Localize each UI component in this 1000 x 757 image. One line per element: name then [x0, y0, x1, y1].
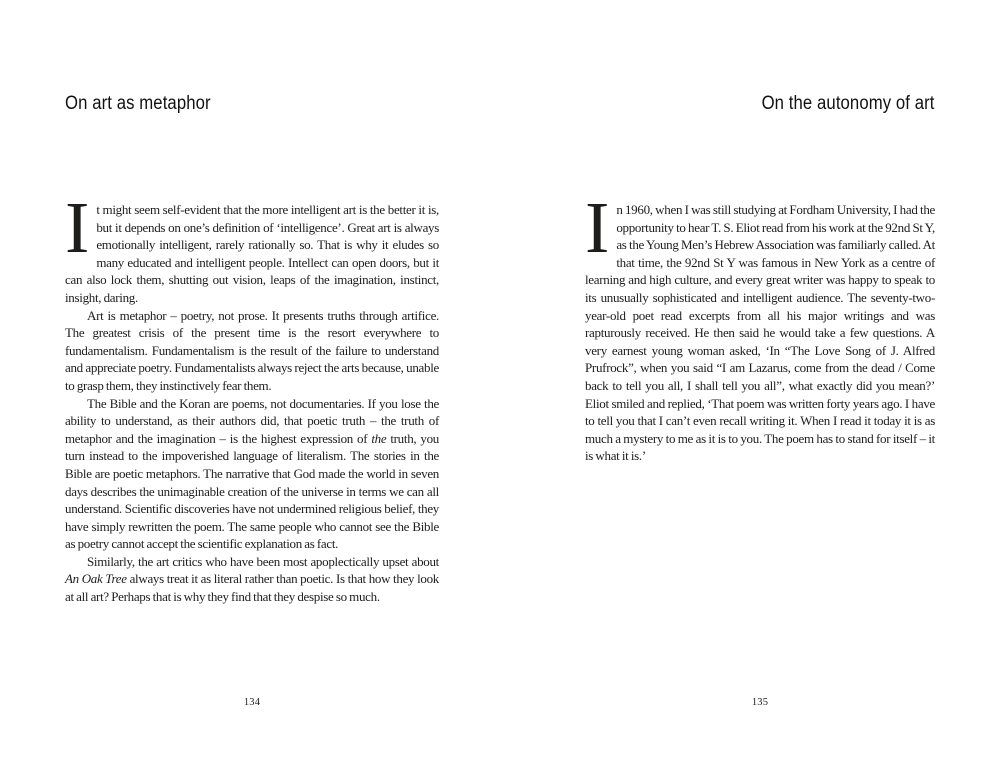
body-paragraph	[65, 395, 439, 553]
right-page-body	[585, 187, 935, 465]
text-run: The Bible and the Koran are poems, not documentaries. If you lose the ability to understand, as their authors did, that poetic truth – the truth of metaphor and the imagination – is the highest expression of	[65, 395, 439, 446]
body-paragraph	[65, 553, 439, 606]
italic-text-run: An Oak Tree	[65, 571, 127, 587]
left-page	[65, 0, 439, 757]
drop-cap: I	[65, 187, 90, 268]
left-page-heading	[65, 92, 439, 116]
text-run: Similarly, the art critics who have been most apoplectically upset about	[87, 553, 439, 569]
text-run: t might seem self-evident that the more intelligent art is the better it is, but it depends on one’s definition of ‘intelligence’. Great art is always emotionally intelligent, rarely rationally so. That is why it eludes so many educated and intelligent people. Intellect can open doors, but it can also lock them, shutting out vision, leaps of the imagination, instinct, insight, daring.	[65, 202, 439, 305]
text-run: truth, you turn instead to the impoverished language of literalism. The stories in the Bible are poetic metaphors. The narrative that God made the world in seven days describes the unimaginable creation of the universe in terms we can all understand. Scientific discoveries have not undermined religious belief, they have simply rewritten the poem. The same people who cannot see the Bible as poetry cannot accept the scientific explanation as fact.	[65, 430, 439, 552]
drop-cap: I	[585, 187, 610, 268]
body-paragraph	[65, 307, 439, 395]
italic-text-run: the	[371, 430, 387, 446]
text-run: Art is metaphor – poetry, not prose. It presents truths through artifice. The greatest crisis of the present time is the resort everywhere to fundamentalism. Fundamentalism is the result of the failure to understand and appreciate poetry. Fundamentalists always reject the arts because, unable to grasp them, they instinctively fear them.	[65, 307, 439, 393]
right-page-heading	[585, 92, 935, 116]
left-page-body	[65, 187, 440, 606]
body-paragraph	[585, 187, 935, 465]
right-page	[585, 0, 935, 757]
right-page-number: 135	[751, 697, 769, 708]
left-page-number: 134	[243, 697, 261, 708]
left-page-heading-text: On art as metaphor	[65, 93, 211, 114]
body-paragraph	[65, 187, 439, 307]
text-run: always treat it as literal rather than poetic. Is that how they look at all art? Perhaps that is why they find that they despise so much.	[65, 571, 440, 605]
text-run: n 1960, when I was still studying at Fordham University, I had the opportunity to hear T. S. Eliot read from his work at the 92nd St Y, as the Young Men’s Hebrew Association was familiarly called. At that time, the 92nd St Y was famous in New York as a centre of learning and high culture, and every great writer was happy to speak to its unusually sophisticated and intelligent audience. The seventy-two-year-old poet read excerpts from all his major writings and was rapturously received. He then said he would take a few questions. A very earnest young woman asked, ‘In “The Love Song of J. Alfred Prufrock”, when you said “I am Lazarus, come from the dead / Come back to tell you all, I shall tell you all”, what exactly did you mean?’ Eliot smiled and replied, ‘That poem was written forty years ago. I have to tell you that I can’t even recall writing it. When I read it today it is as much a mystery to me as it is to you. The poem has to stand for itself – it is what it is.’	[585, 202, 935, 464]
right-page-heading-text: On the autonomy of art	[762, 93, 935, 114]
